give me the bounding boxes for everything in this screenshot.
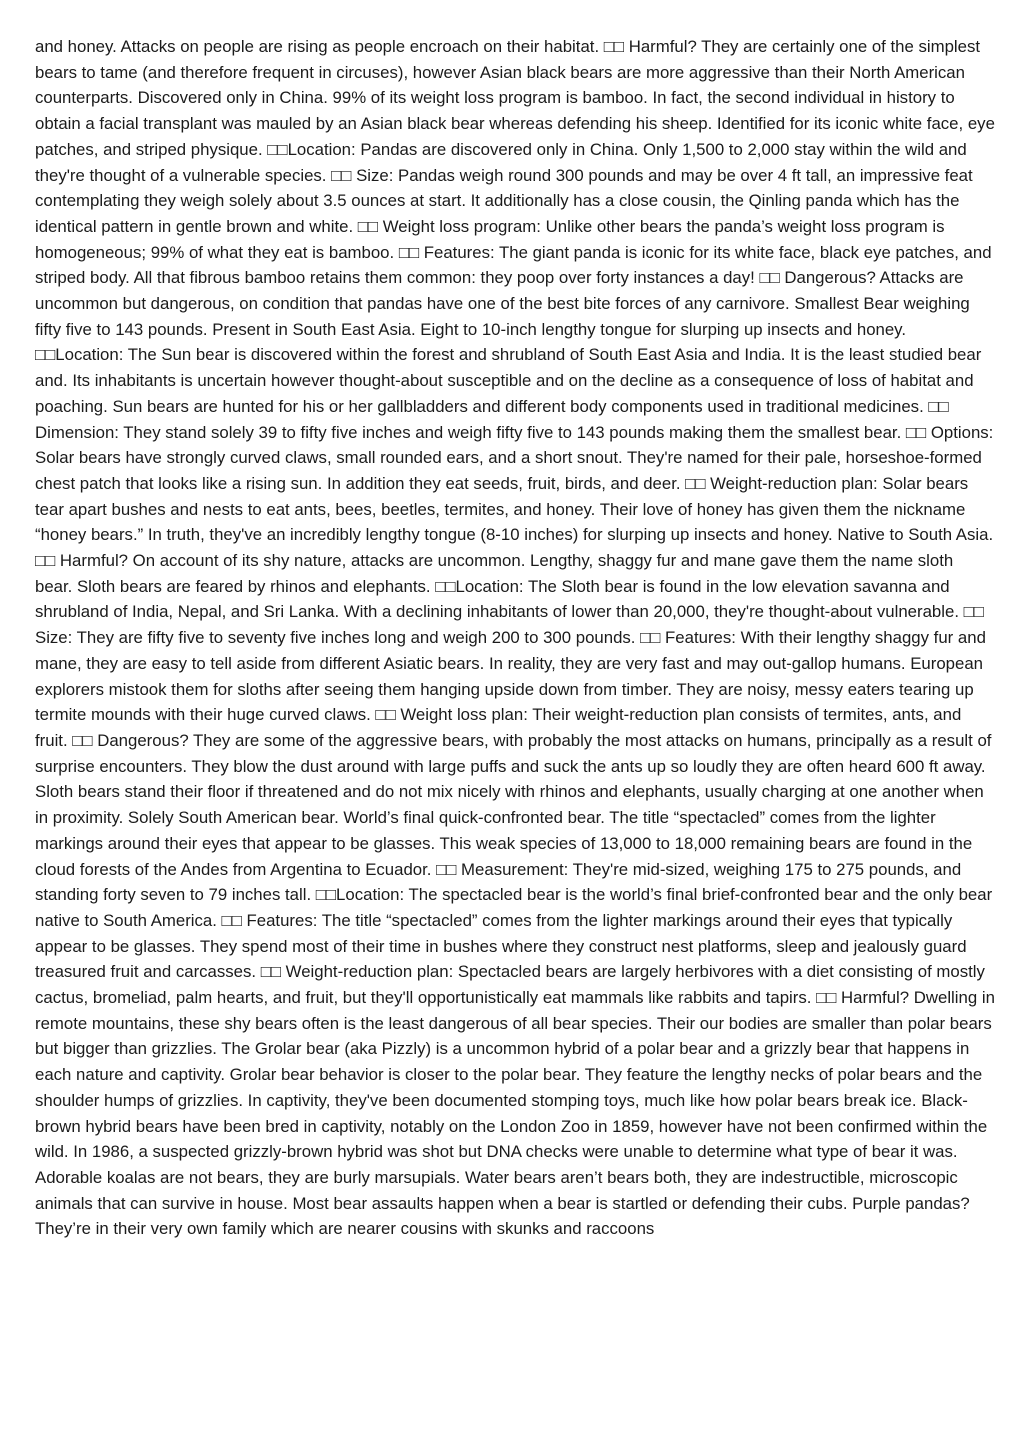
document-page [35,34,995,1434]
body-paragraph: and honey. Attacks on people are rising as people encroach on their habitat. □□ Harmful? They are certainly one of the simplest bears to tame (and therefore frequent in circuses), however Asian black bears are more aggressive than their North American counterparts. Discovered only in China. 99% of its weight loss program is bamboo. In fact, the second individual in history to obtain a facial transplant was mauled by an Asian black bear whereas defending his sheep. Identified for its iconic white face, eye patches, and striped physique. □□Location: Pandas are discovered only in China. Only 1,500 to 2,000 stay within the wild and they're thought of a vulnerable species. □□ Size: Pandas weigh round 300 pounds and may be over 4 ft tall, an impressive feat contemplating they weigh solely about 3.5 ounces at start. It additionally has a close cousin, the Qinling panda which has the identical pattern in gentle brown and white. □□ Weight loss program: Unlike other bears the panda’s weight loss program is homogeneous; 99% of what they eat is bamboo. □□ Features: The giant panda is iconic for its white face, black eye patches, and striped body. All that fibrous bamboo retains them common: they poop over forty instances a day! □□ Dangerous? Attacks are uncommon but dangerous, on condition that pandas have one of the best bite forces of any carnivore. Smallest Bear weighing fifty five to 143 pounds. Present in South East Asia. Eight to 10-inch lengthy tongue for slurping up insects and honey. □□Location: The Sun bear is discovered within the forest and shrubland of South East Asia and India. It is the least studied bear and. Its inhabitants is uncertain however thought-about susceptible and on the decline as a consequence of loss of habitat and poaching. Sun bears are hunted for his or her gallbladders and different body components used in traditional medicines. □□ Dimension: They stand solely 39 to fifty five inches and weigh fifty five to 143 pounds making them the smallest bear. □□ Options: Solar bears have strongly curved claws, small rounded ears, and a short snout. They're named for their pale, horseshoe-formed chest patch that looks like a rising sun. In addition they eat seeds, fruit, birds, and deer. □□ Weight-reduction plan: Solar bears tear apart bushes and nests to eat ants, bees, beetles, termites, and honey. Their love of honey has given them the nickname “honey bears.” In truth, they've an incredibly lengthy tongue (8-10 inches) for slurping up insects and honey. Native to South Asia. □□ Harmful? On account of its shy nature, attacks are uncommon. Lengthy, shaggy fur and mane gave them the name sloth bear. Sloth bears are feared by rhinos and elephants. □□Location: The Sloth bear is found in the low elevation savanna and shrubland of India, Nepal, and Sri Lanka. With a declining inhabitants of lower than 20,000, they're thought-about vulnerable. □□ Size: They are fifty five to seventy five inches long and weigh 200 to 300 pounds. □□ Features: With their lengthy shaggy fur and mane, they are easy to tell aside from different Asiatic bears. In reality, they are very fast and may out-gallop humans. European explorers mistook them for sloths after seeing them hanging upside down from timber. They are noisy, messy eaters tearing up termite mounds with their huge curved claws. □□ Weight loss plan: Their weight-reduction plan consists of termites, ants, and fruit. □□ Dangerous? They are some of the aggressive bears, with probably the most attacks on humans, principally as a result of surprise encounters. They blow the dust around with large puffs and suck the ants up so loudly they are often heard 600 ft away. Sloth bears stand their floor if threatened and do not mix nicely with rhinos and elephants, usually charging at one another when in proximity. Solely South American bear. World’s final quick-confronted bear. The title “spectacled” comes from the lighter markings around their eyes that appear to be glasses. This weak species of 13,000 to 18,000 remaining bears are found in the cloud forests of the Andes from Argentina to Ecuador. □□ Measurement: They're mid-sized, weighing 175 to 275 pounds, and standing forty seven to 79 inches tall. □□Location: The spectacled bear is the world’s final brief-confronted bear and the only bear native to South America. □□ Features: The title “spectacled” comes from the lighter markings around their eyes that typically appear to be glasses. They spend most of their time in bushes where they construct nest platforms, sleep and jealously guard treasured fruit and carcasses. □□ Weight-reduction plan: Spectacled bears are largely herbivores with a diet consisting of mostly cactus, bromeliad, palm hearts, and fruit, but they'll opportunistically eat mammals like rabbits and tapirs. □□ Harmful? Dwelling in remote mountains, these shy bears often is the least dangerous of all bear species. Their our bodies are smaller than polar bears but bigger than grizzlies. The Grolar bear (aka Pizzly) is a uncommon hybrid of a polar bear and a grizzly bear that happens in each nature and captivity. Grolar bear behavior is closer to the polar bear. They feature the lengthy necks of polar bears and the shoulder humps of grizzlies. In captivity, they've been documented stomping toys, much like how polar bears break ice. Black-brown hybrid bears have been bred in captivity, notably on the London Zoo in 1859, however have not been confirmed within the wild. In 1986, a suspected grizzly-brown hybrid was shot but DNA checks were unable to determine what type of bear it was. Adorable koalas are not bears, they are burly marsupials. Water bears aren’t bears both, they are indestructible, microscopic animals that can survive in house. Most bear assaults happen when a bear is startled or defending their cubs. Purple pandas? They’re in their very own family which are nearer cousins with skunks and raccoons [35,37,995,1239]
